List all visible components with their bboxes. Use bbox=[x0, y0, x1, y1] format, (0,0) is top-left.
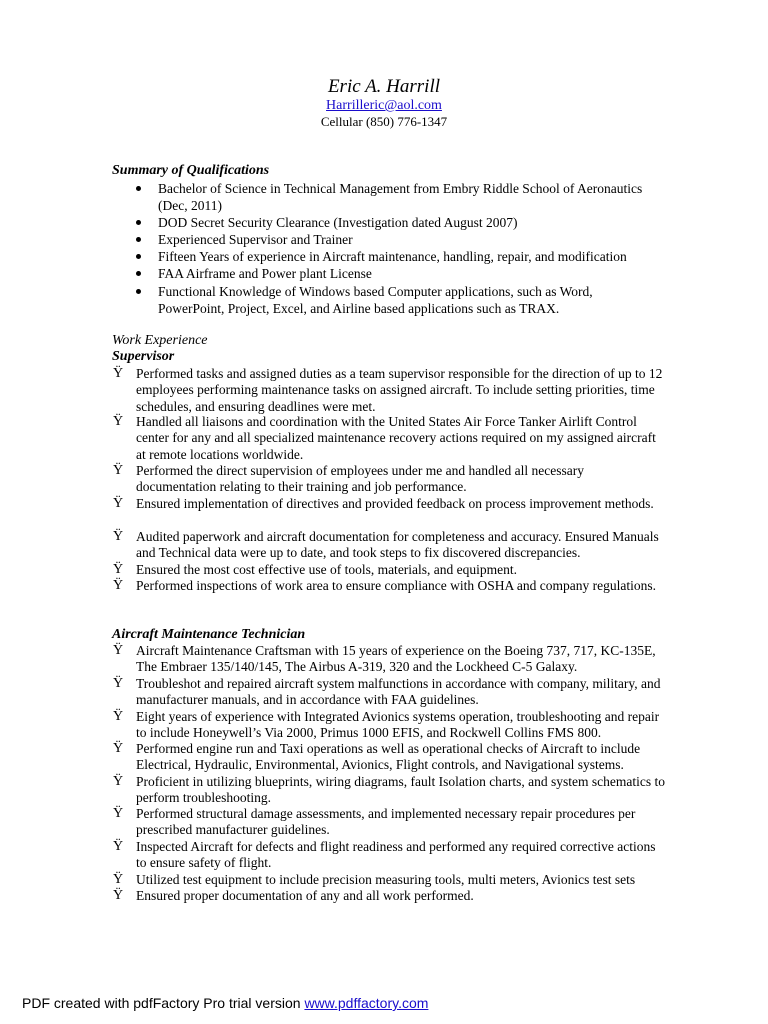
supervisor-item: Ÿ Ensured implementation of directives and provided feedback on process improvement methods. bbox=[113, 496, 654, 511]
candidate-name: Eric A. Harrill bbox=[327, 76, 441, 97]
summary-item: Bachelor of Science in Technical Management from Embry Riddle School of Aeronautics (Dec, 2011) bbox=[158, 180, 658, 214]
bullet-glyph-icon: Ÿ bbox=[113, 888, 124, 903]
bullet-dot-icon bbox=[136, 289, 141, 294]
technician-item: Ÿ Troubleshot and repaired aircraft system malfunctions in accordance with company, military, and manufacturer manuals, and in accordance with FAA guidelines. bbox=[113, 676, 661, 708]
bullet-glyph-icon: Ÿ bbox=[113, 709, 124, 724]
bullet-glyph-icon: Ÿ bbox=[113, 774, 124, 789]
bullet-glyph-icon: Ÿ bbox=[113, 839, 124, 854]
phone-number: Cellular (850) 776-1347 bbox=[320, 114, 448, 129]
supervisor-item: Ÿ Ensured the most cost effective use of tools, materials, and equipment. bbox=[113, 562, 518, 577]
email-link[interactable]: Harrilleric@aol.com bbox=[326, 98, 442, 113]
pdf-footer bbox=[22, 994, 428, 1012]
summary-item: Functional Knowledge of Windows based Computer applications, such as Word, PowerPoint, Project, Excel, and Airline based applications such as TRAX. bbox=[158, 283, 658, 317]
summary-item: Experienced Supervisor and Trainer bbox=[158, 231, 658, 248]
technician-item: Ÿ Eight years of experience with Integrated Avionics systems operation, troubleshooting and repair to include Honeywell’s Via 2000, Primus 1000 EFIS, and Rockwell Collins FMS 800. bbox=[113, 709, 660, 741]
technician-item: Ÿ Aircraft Maintenance Craftsman with 15 years of experience on the Boeing 737, 717, KC-135E, The Embraer 135/140/145, The Airbus A-319, 320 and the Lockheed C-5 Galaxy. bbox=[113, 643, 656, 675]
bullet-glyph-icon: Ÿ bbox=[113, 643, 124, 658]
summary-item: DOD Secret Security Clearance (Investigation dated August 2007) bbox=[158, 214, 658, 231]
technician-item: Ÿ Proficient in utilizing blueprints, wiring diagrams, fault Isolation charts, and system schematics to perform troubleshooting. bbox=[113, 774, 666, 806]
bullet-dot-icon bbox=[136, 237, 141, 242]
bullet-glyph-icon: Ÿ bbox=[113, 463, 124, 478]
bullet-glyph-icon: Ÿ bbox=[113, 578, 124, 593]
bullet-glyph-icon: Ÿ bbox=[113, 529, 124, 544]
technician-item: Ÿ Performed engine run and Taxi operations as well as operational checks of Aircraft to include Electrical, Hydraulic, Environmental, Avionics, Flight controls, and Navigational systems. bbox=[113, 741, 641, 773]
technician-item: Ÿ Inspected Aircraft for defects and flight readiness and performed any required corrective actions to ensure safety of flight. bbox=[113, 839, 656, 871]
technician-item: Ÿ Performed structural damage assessments, and implemented necessary repair procedures per prescribed manufacturer guidelines. bbox=[113, 806, 636, 838]
bullet-glyph-icon: Ÿ bbox=[113, 872, 124, 887]
summary-item: FAA Airframe and Power plant License bbox=[158, 265, 658, 282]
supervisor-item: Ÿ Performed tasks and assigned duties as a team supervisor responsible for the direction of up to 12 employees performing maintenance tasks on assigned aircraft. To include setting priorities, time schedules, and ensuring deadlines were met. bbox=[113, 366, 663, 414]
bullet-glyph-icon: Ÿ bbox=[113, 676, 124, 691]
bullet-glyph-icon: Ÿ bbox=[113, 741, 124, 756]
summary-heading: Summary of Qualifications bbox=[112, 163, 270, 178]
bullet-glyph-icon: Ÿ bbox=[113, 806, 124, 821]
bullet-glyph-icon: Ÿ bbox=[113, 496, 124, 511]
supervisor-item: Ÿ Audited paperwork and aircraft documentation for completeness and accuracy. Ensured Manuals and Technical data were up to date, and took steps to fix discovered discrepancies. bbox=[113, 529, 659, 561]
bullet-glyph-icon: Ÿ bbox=[113, 366, 124, 381]
footer-text: PDF created with pdfFactory Pro trial version bbox=[22, 995, 301, 1011]
bullet-glyph-icon: Ÿ bbox=[113, 414, 124, 429]
supervisor-item: Ÿ Performed inspections of work area to ensure compliance with OSHA and company regulations. bbox=[113, 578, 656, 593]
bullet-dot-icon bbox=[136, 254, 141, 259]
technician-item: Ÿ Ensured proper documentation of any and all work performed. bbox=[113, 888, 474, 903]
technician-heading: Aircraft Maintenance Technician bbox=[112, 627, 306, 642]
supervisor-item: Ÿ Performed the direct supervision of employees under me and handled all necessary documentation relating to their training and job performance. bbox=[113, 463, 584, 495]
bullet-dot-icon bbox=[136, 186, 141, 191]
bullet-glyph-icon: Ÿ bbox=[113, 562, 124, 577]
bullet-dot-icon bbox=[136, 220, 141, 225]
supervisor-heading: Supervisor bbox=[112, 349, 175, 364]
pdffactory-link[interactable]: www.pdffactory.com bbox=[304, 995, 429, 1011]
technician-item: Ÿ Utilized test equipment to include precision measuring tools, multi meters, Avionics test sets bbox=[113, 872, 636, 887]
work-experience-heading: Work Experience bbox=[112, 333, 208, 348]
bullet-dot-icon bbox=[136, 271, 141, 276]
summary-item: Fifteen Years of experience in Aircraft maintenance, handling, repair, and modification bbox=[158, 248, 658, 265]
supervisor-item: Ÿ Handled all liaisons and coordination with the United States Air Force Tanker Airlift Control center for any and all specialized maintenance recovery actions required on my assigned aircraft at remote locations worldwide. bbox=[113, 414, 656, 462]
